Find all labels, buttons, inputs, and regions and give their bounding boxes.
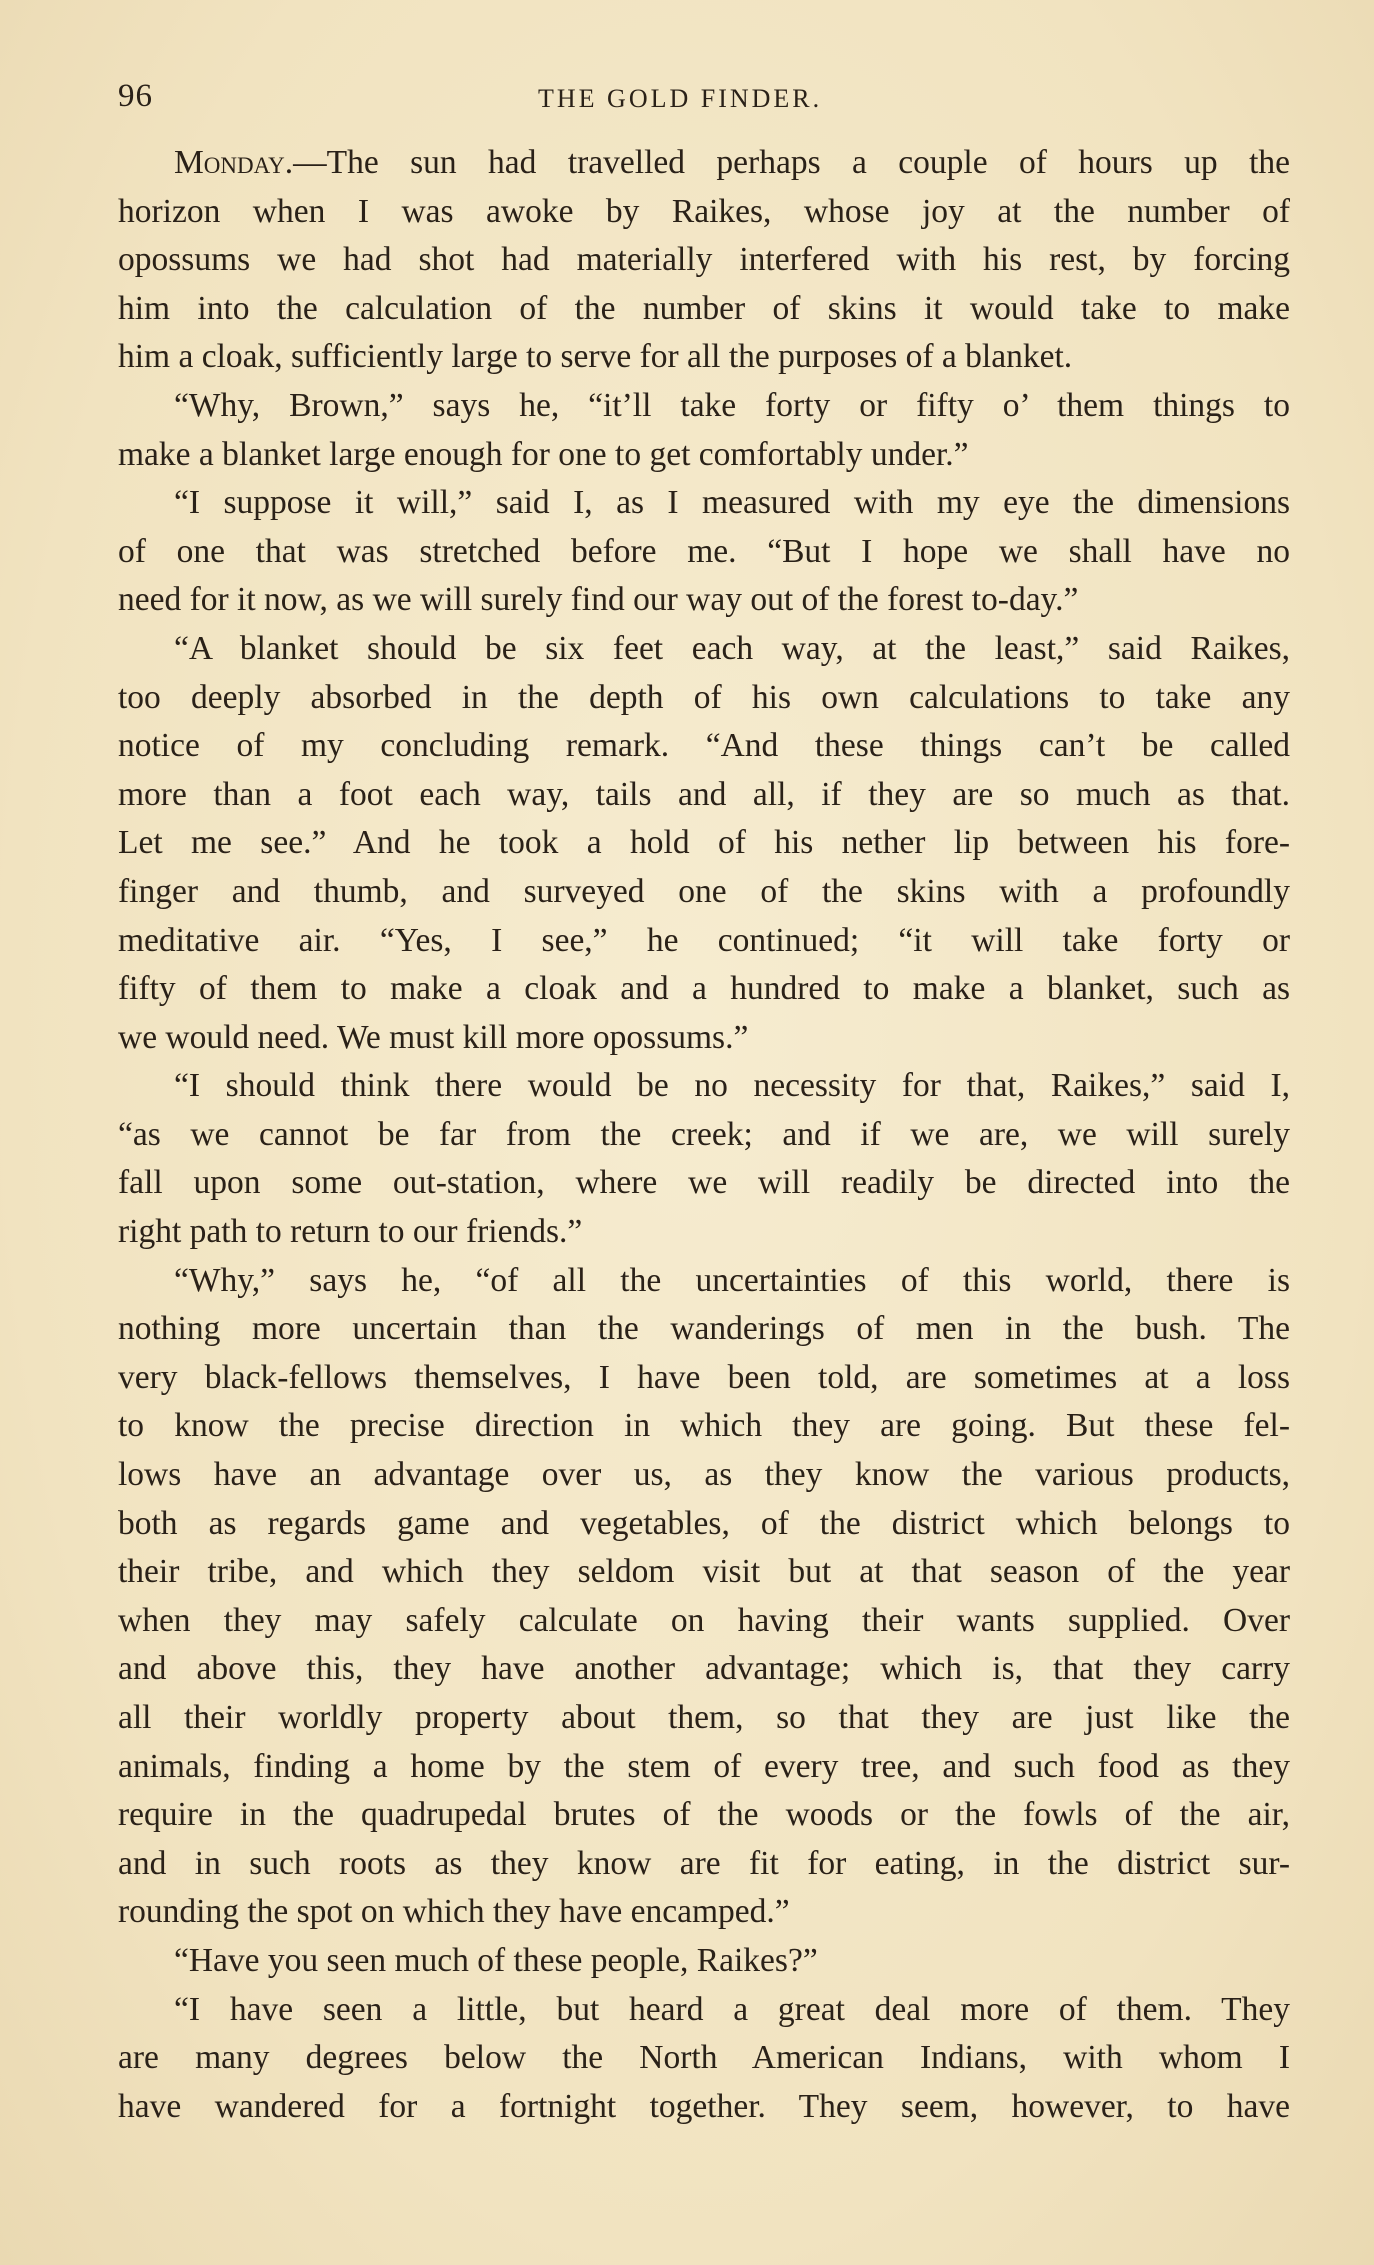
line-text: are many degrees below the North American Indians, with whom I	[118, 2039, 1290, 2077]
line-text: him into the calculation of the number of skins it would take to make	[118, 289, 1290, 327]
line-text: him a cloak, sufficiently large to serve for all the purposes of a blanket.	[118, 338, 1073, 376]
text-line	[118, 965, 1290, 1014]
section-lead: Monday.	[174, 144, 294, 181]
text-line	[118, 868, 1290, 917]
text-line	[118, 1986, 1290, 2035]
line-text: “I should think there would be no necessity for that, Raikes,” said I,	[174, 1067, 1290, 1105]
text-line	[118, 1354, 1290, 1403]
text-line	[118, 333, 1290, 382]
text-line	[118, 382, 1290, 431]
text-line	[118, 1840, 1290, 1889]
line-text: their tribe, and which they seldom visit but at that season of the year	[118, 1553, 1290, 1591]
text-line	[118, 819, 1290, 868]
line-text: all their worldly property about them, so that they are just like the	[118, 1699, 1290, 1736]
text-line	[118, 674, 1290, 723]
text-line	[118, 479, 1290, 528]
line-text: “Why,” says he, “of all the uncertainties of this world, there is	[174, 1261, 1290, 1299]
text-line	[118, 1500, 1290, 1549]
running-title: THE GOLD FINDER.	[538, 84, 823, 113]
line-text: and in such roots as they know are fit for eating, in the district sur-	[118, 1844, 1290, 1882]
text-line	[118, 1014, 1290, 1063]
line-text: horizon when I was awoke by Raikes, whose joy at the number of	[118, 192, 1290, 230]
line-text: “Why, Brown,” says he, “it’ll take forty or fifty o’ them things to	[174, 386, 1290, 424]
line-text: animals, finding a home by the stem of every tree, and such food as they	[118, 1747, 1290, 1785]
line-text: require in the quadrupedal brutes of the woods or the fowls of the air,	[118, 1796, 1290, 1834]
line-text: —The sun had travelled perhaps a couple of hours up the	[293, 144, 1290, 181]
line-text: “Have you seen much of these people, Raikes?”	[174, 1941, 818, 1979]
text-line	[118, 1937, 1290, 1986]
text-line	[118, 1597, 1290, 1646]
text-line	[118, 1257, 1290, 1306]
line-text: fifty of them to make a cloak and a hundred to make a blanket, such as	[118, 970, 1290, 1008]
line-text: both as regards game and vegetables, of the district which belongs to	[118, 1504, 1290, 1542]
line-text: “I have seen a little, but heard a great deal more of them. They	[174, 1990, 1290, 2028]
line-text: when they may safely calculate on having their wants supplied. Over	[118, 1601, 1290, 1639]
line-text: nothing more uncertain than the wanderings of men in the bush. The	[118, 1310, 1290, 1348]
text-line	[118, 139, 1290, 188]
text-line	[118, 1208, 1290, 1257]
line-text: right path to return to our friends.”	[118, 1213, 583, 1251]
body-text	[118, 139, 1290, 2131]
text-line	[118, 625, 1290, 674]
line-text: and above this, they have another advantage; which is, that they carry	[118, 1650, 1290, 1688]
text-line	[118, 1888, 1290, 1937]
text-line	[118, 576, 1290, 625]
text-line	[118, 1645, 1290, 1694]
line-text: have wandered for a fortnight together. They seem, however, to have	[118, 2087, 1290, 2125]
line-text: to know the precise direction in which they are going. But these fel-	[118, 1407, 1290, 1445]
text-line	[118, 1743, 1290, 1792]
text-line	[118, 2083, 1290, 2132]
line-text: we would need. We must kill more opossums.”	[118, 1018, 749, 1056]
text-line	[118, 2034, 1290, 2083]
line-text: “as we cannot be far from the creek; and if we are, we will surely	[118, 1115, 1290, 1153]
text-line	[118, 528, 1290, 577]
text-line	[118, 1305, 1290, 1354]
line-text: Let me see.” And he took a hold of his nether lip between his fore-	[118, 824, 1290, 862]
line-text: more than a foot each way, tails and all, if they are so much as that.	[118, 775, 1290, 813]
line-text: of one that was stretched before me. “But I hope we shall have no	[118, 532, 1290, 570]
text-line	[118, 1159, 1290, 1208]
line-text: “I suppose it will,” said I, as I measured with my eye the dimensions	[174, 484, 1290, 522]
text-line	[118, 1451, 1290, 1500]
text-line	[118, 431, 1290, 480]
running-head	[118, 78, 1278, 118]
text-line	[118, 722, 1290, 771]
line-text: “A blanket should be six feet each way, at the least,” said Raikes,	[174, 629, 1290, 667]
line-text: rounding the spot on which they have encamped.”	[118, 1893, 790, 1931]
text-line	[118, 236, 1290, 285]
line-text: make a blanket large enough for one to get comfortably under.”	[118, 435, 969, 473]
text-line	[118, 917, 1290, 966]
line-text: notice of my concluding remark. “And these things can’t be called	[118, 727, 1290, 765]
line-text: opossums we had shot had materially interfered with his rest, by forcing	[118, 241, 1290, 279]
line-text: too deeply absorbed in the depth of his own calculations to take any	[118, 678, 1290, 716]
text-line	[118, 1402, 1290, 1451]
text-line	[118, 771, 1290, 820]
text-line	[118, 1694, 1290, 1743]
line-text: finger and thumb, and surveyed one of the skins with a profoundly	[118, 872, 1290, 910]
text-line	[118, 1791, 1290, 1840]
text-line	[118, 1111, 1290, 1160]
line-text: meditative air. “Yes, I see,” he continued; “it will take forty or	[118, 921, 1290, 959]
text-line	[118, 285, 1290, 334]
page-number: 96	[118, 78, 153, 114]
line-text: very black-fellows themselves, I have been told, are sometimes at a loss	[118, 1358, 1290, 1396]
line-text: lows have an advantage over us, as they know the various products,	[118, 1456, 1290, 1494]
line-text: need for it now, as we will surely find our way out of the forest to-day.”	[118, 581, 1079, 619]
text-line	[118, 188, 1290, 237]
line-text: fall upon some out-station, where we will readily be directed into the	[118, 1164, 1290, 1202]
text-line	[118, 1062, 1290, 1111]
text-line	[118, 1548, 1290, 1597]
